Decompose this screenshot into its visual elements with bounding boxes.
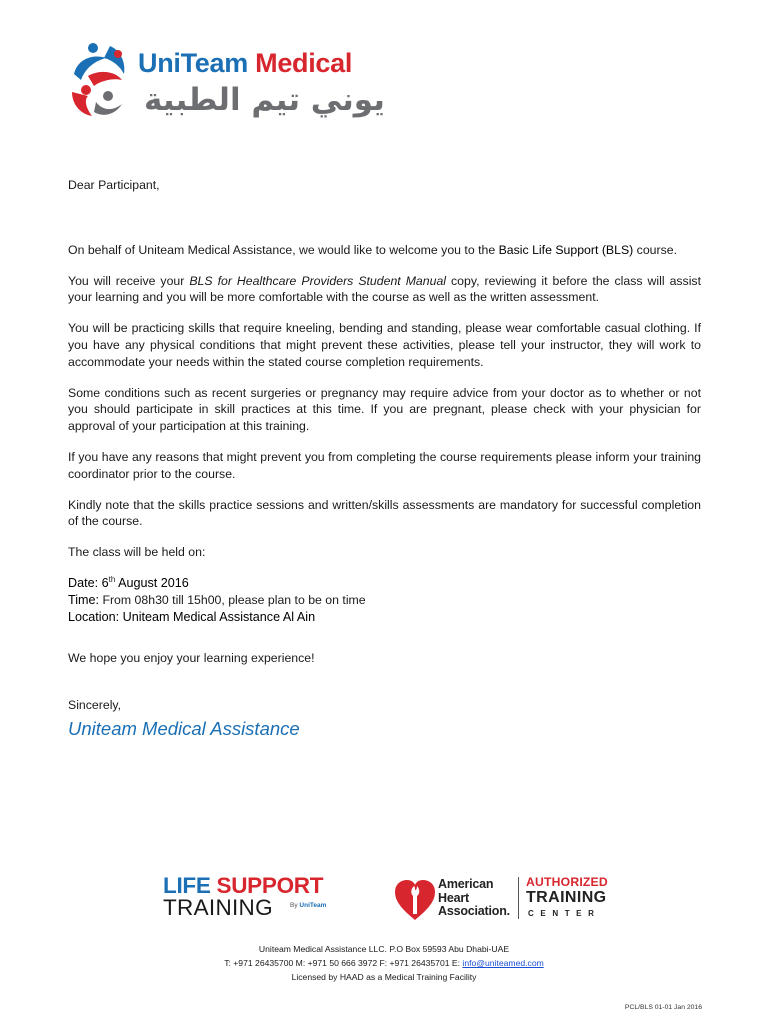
paragraph-manual: You will receive your BLS for Healthcare Providers Student Manual copy, reviewing it before the class will assist your learning and you will be more comfortable with the course as well as the written assessment. bbox=[68, 273, 702, 305]
aha-name: American Heart Association. bbox=[438, 877, 510, 918]
paragraph-reasons: If you have any reasons that might prevent you from completing the course requirements please inform your training coordinator prior to the course. bbox=[68, 449, 701, 481]
letter-body bbox=[68, 177, 701, 741]
life-support-training-logo: LIFE SUPPORT TRAINING By UniTeam bbox=[163, 873, 327, 920]
footer-address: Uniteam Medical Assistance LLC. P.O Box 59593 Abu Dhabi-UAE bbox=[258, 944, 510, 954]
footer-phone: T: +971 26435700 M: +971 50 666 3972 F: +971 26435701 E: info@uniteamed.com bbox=[224, 958, 544, 968]
class-time: Time: From 08h30 till 15h00, please plan to be on time bbox=[68, 592, 366, 607]
email-link[interactable]: info@uniteamed.com bbox=[462, 958, 544, 968]
logo-arabic-text: يوني تيم الطبية bbox=[144, 82, 385, 118]
paragraph-mandatory: Kindly note that the skills practice sessions and written/skills assessments are mandatory for successful completion of the course. bbox=[68, 497, 701, 529]
manual-title: BLS for Healthcare Providers Student Manual bbox=[189, 273, 447, 288]
paragraph-conditions: Some conditions such as recent surgeries or pregnancy may require advice from your doctor as to whether or not you should participate in skill practices at this time. If you are pregnant, please check with your physician for approval of your participation at this training. bbox=[68, 385, 701, 434]
course-name: Basic Life Support (BLS) bbox=[498, 242, 634, 257]
logo-medical: Medical bbox=[255, 48, 353, 78]
uniteam-logo bbox=[66, 40, 385, 120]
document-reference: PCL/BLS 01-01 Jan 2016 bbox=[624, 1004, 702, 1011]
logo-uniteam: UniTeam bbox=[138, 48, 248, 78]
footer-contact bbox=[100, 942, 668, 984]
logo-divider bbox=[518, 877, 519, 919]
heart-torch-icon bbox=[393, 874, 437, 922]
paragraph-enjoy: We hope you enjoy your learning experience! bbox=[68, 650, 315, 665]
class-date: Date: 6th August 2016 bbox=[68, 574, 189, 590]
paragraph-class-held: The class will be held on: bbox=[68, 545, 206, 560]
footer-license: Licensed by HAAD as a Medical Training Facility bbox=[291, 972, 477, 982]
signature: Uniteam Medical Assistance bbox=[68, 717, 300, 739]
class-details bbox=[68, 575, 701, 626]
class-location: Location: Uniteam Medical Assistance Al Ain bbox=[68, 609, 316, 624]
paragraph-welcome: On behalf of Uniteam Medical Assistance, we would like to welcome you to the Basic Life Support (BLS) course. bbox=[68, 242, 678, 257]
uniteam-people-icon bbox=[66, 40, 134, 120]
aha-authorized-training-center-logo: American Heart Association. AUTHORIZED TRAINING CENTER bbox=[393, 874, 625, 922]
closing: Sincerely, bbox=[68, 697, 122, 712]
paragraph-clothing: You will be practicing skills that require kneeling, bending and standing, please wear comfortable casual clothing. If you have any physical conditions that might prevent these activities, please tell your instructor, they will work to accommodate your needs within the stated course completion requirements. bbox=[68, 321, 701, 369]
greeting: Dear Participant, bbox=[68, 178, 160, 192]
logo-english-text bbox=[138, 48, 352, 78]
